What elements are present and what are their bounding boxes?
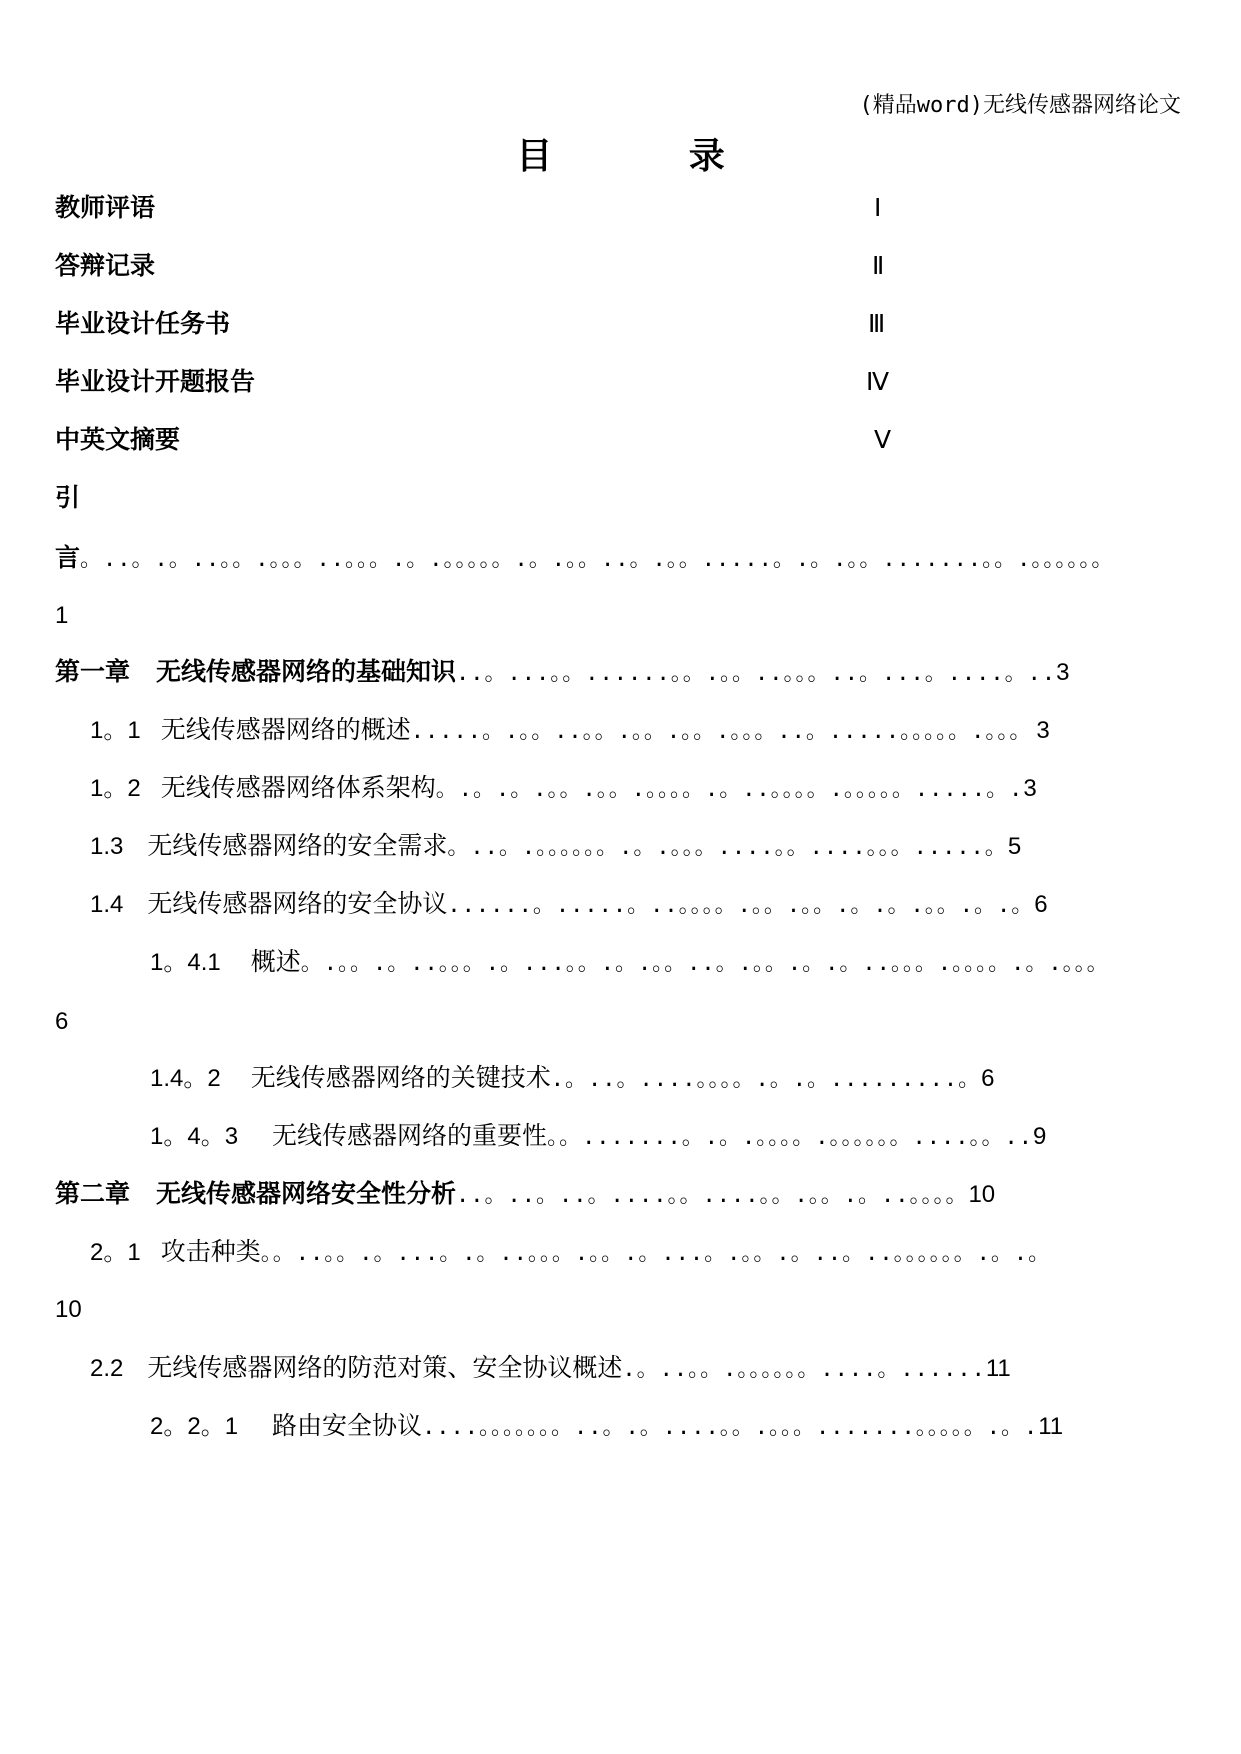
toc-entry-number: 1.4。2 (150, 1065, 221, 1092)
toc-page-number: Ⅳ (866, 367, 890, 396)
toc-entry-number: 2。2。1 (150, 1413, 239, 1440)
toc-page-number: 3 (1036, 717, 1050, 744)
toc-entry-label: 无线传感器网络的防范对策、安全协议概述 (147, 1353, 623, 1382)
toc-leader-dots: 。..。.。..。。.。。。..。。。.。.。。。。。.。.。。..。.。。.....。.。.。。.......。。.。。。。。。 (80, 547, 1115, 572)
toc-page-number: 9 (1033, 1123, 1047, 1150)
toc-leader-dots: 。。..。。.。...。.。..。。。.。。.。...。.。。.。..。..。。。。。。.。.。 (260, 1241, 1052, 1266)
toc-entry-label: 无线传感器网络的关键技术 (250, 1063, 551, 1092)
toc-entry-chapter-1[interactable] (55, 657, 1070, 689)
toc-entry-label: 无线传感器网络安全性分析 (156, 1179, 457, 1208)
toc-leader-dots: ....。。。。。。。..。.。....。。.。。。.......。。。。。.。. (422, 1415, 1039, 1440)
toc-entry-1-4-3[interactable] (150, 1121, 1046, 1153)
toc-entry-intro-part2: 言 (55, 543, 81, 572)
toc-entry-1-3[interactable] (90, 831, 1021, 863)
toc-page-number: 5 (1007, 833, 1022, 860)
toc-page-number: 3 (1023, 775, 1037, 802)
toc-page-number: 6 (1034, 891, 1048, 918)
toc-page-number: 6 (981, 1065, 995, 1092)
toc-page-number: Ⅱ (872, 251, 885, 280)
toc-entry-proposal-report[interactable]: 毕业设计开题报告 (55, 367, 256, 396)
toc-page-number: 6 (55, 1008, 69, 1035)
toc-entry-1-2[interactable] (90, 773, 1037, 805)
toc-entry-number: 1.4 (90, 891, 124, 918)
toc-entry-intro-line[interactable] (55, 543, 1114, 575)
toc-page-number: 10 (55, 1296, 82, 1323)
toc-entry-number: 2.2 (90, 1355, 124, 1382)
toc-page-number: 11 (1038, 1413, 1064, 1440)
toc-entry-1-1[interactable] (90, 715, 1050, 747)
toc-entry-label: 攻击种类 (160, 1237, 261, 1266)
toc-entry-label: 路由安全协议 (272, 1411, 423, 1440)
toc-leader-dots: 。..。.。。。。。。.。.。。。....。。....。。。.....。 (447, 835, 1008, 860)
toc-entry-label: 无线传感器网络的概述 (160, 715, 411, 744)
toc-entry-label: 无线传感器网络的安全协议 (147, 889, 448, 918)
toc-entry-2-1[interactable] (90, 1237, 1051, 1269)
toc-entry-2-2[interactable] (90, 1353, 1011, 1385)
toc-leader-dots: ..。..。..。....。。....。。.。。.。..。。。。 (456, 1183, 969, 1208)
toc-entry-chapter-2[interactable] (55, 1179, 995, 1211)
toc-entry-teacher-comments[interactable]: 教师评语 (55, 193, 156, 222)
toc-page-number: Ⅰ (874, 193, 882, 222)
toc-entry-number: 1。1 (90, 717, 141, 744)
toc-leader-dots: .。..。....。。。。.。.。.........。 (550, 1067, 982, 1092)
toc-entry-1-4-2[interactable] (150, 1063, 995, 1095)
toc-leader-dots: 。.。.。.。。.。。.。。。。.。..。。。。.。。。。。.....。. (435, 777, 1024, 802)
toc-page-number: 10 (968, 1181, 996, 1208)
toc-entry-label: 概述 (250, 947, 301, 976)
toc-entry-1-4-1[interactable] (150, 947, 1110, 979)
toc-entry-intro-part1[interactable]: 引 (55, 483, 81, 512)
toc-leader-dots: .....。.。。..。。.。。.。。.。。。..。.....。。。。。.。。。 (410, 719, 1033, 744)
toc-page-number: Ⅲ (868, 309, 886, 338)
toc-page-number: Ⅴ (874, 425, 892, 454)
toc-leader-dots: ..。...。。......。。.。。..。。。..。...。....。.. (456, 661, 1057, 686)
toc-leader-dots: 。.。。.。..。。。.。...。。.。.。。..。.。。.。.。..。。。.。。。。.。.。。。 (300, 951, 1110, 976)
toc-leader-dots: 。。.......。.。.。。。。.。。。。。。....。。.. (547, 1125, 1033, 1150)
toc-entry-abstract[interactable]: 中英文摘要 (55, 425, 181, 454)
toc-entry-label: 无线传感器网络的重要性 (272, 1121, 548, 1150)
toc-leader-dots: .。..。。.。。。。。。....。...... (622, 1357, 986, 1382)
toc-entry-1-4[interactable] (90, 889, 1048, 921)
toc-entry-number: 第一章 (55, 657, 131, 686)
toc-entry-number: 1。4.1 (150, 949, 221, 976)
toc-page-number: 1 (55, 602, 69, 629)
toc-page-number: 3 (1056, 659, 1070, 686)
toc-entry-number: 2。1 (90, 1239, 141, 1266)
page-title: 目 录 (516, 136, 787, 177)
toc-entry-number: 1.3 (90, 833, 124, 860)
toc-entry-defense-record[interactable]: 答辩记录 (55, 251, 156, 280)
document-header: (精品word)无线传感器网络论文 (859, 93, 1181, 118)
toc-entry-label: 无线传感器网络体系架构 (160, 773, 436, 802)
toc-entry-label: 无线传感器网络的安全需求 (147, 831, 448, 860)
toc-page-number: 11 (985, 1355, 1011, 1382)
toc-leader-dots: ......。.....。..。。。。.。。.。。.。.。.。。.。.。 (447, 893, 1035, 918)
toc-entry-number: 1。2 (90, 775, 141, 802)
toc-entry-task-book[interactable]: 毕业设计任务书 (55, 309, 231, 338)
toc-entry-2-2-1[interactable] (150, 1411, 1063, 1443)
toc-entry-label: 无线传感器网络的基础知识 (156, 657, 457, 686)
toc-entry-number: 第二章 (55, 1179, 131, 1208)
toc-entry-number: 1。4。3 (150, 1123, 239, 1150)
